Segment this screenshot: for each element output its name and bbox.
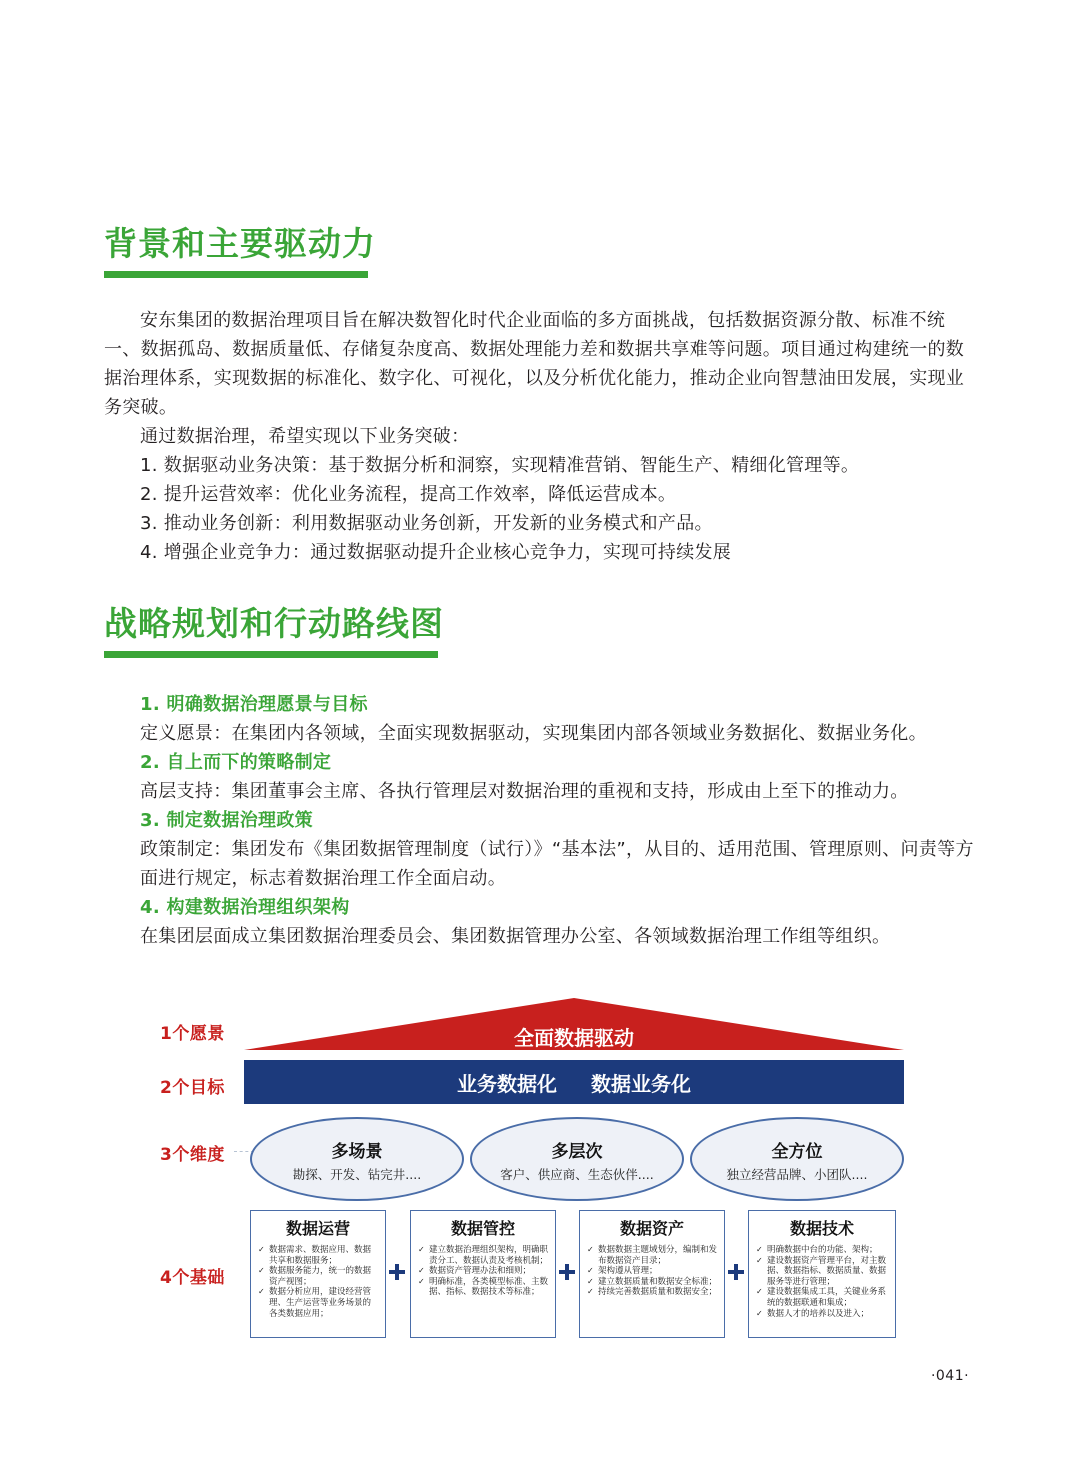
- foundation-item: ✓ 建设数据资产管理平台，对主数据、数据指标、数据质量、数据服务等进行管理；: [767, 1256, 889, 1288]
- label-goals: 2个目标: [160, 1078, 225, 1098]
- breakthrough-lead: 通过数据治理，希望实现以下业务突破：: [140, 426, 470, 447]
- foundation-title: 数据管控: [450, 1219, 515, 1238]
- foundation-title: 数据运营: [285, 1219, 350, 1238]
- step-text: 政策制定：集团发布《集团数据管理制度（试行）》“基本法”，从目的、适用范围、管理原则、问责等方面进行规定，标志着数据治理工作全面启动。: [140, 839, 974, 889]
- intro-paragraph: 安东集团的数据治理项目旨在解决数智化时代企业面临的多方面挑战，包括数据资源分散、标准不统一、数据孤岛、数据质量低、存储复杂度高、数据处理能力差和数据共享难等问题。项目通过构建统一的数据治理体系，实现数据的标准化、数字化、可视化，以及分析优化能力，推动企业向智慧油田发展，实现业务突破。: [104, 310, 965, 418]
- foundation-list: [580, 1245, 724, 1298]
- foundation-item: ✓ 数据分析应用，建设经营管理、生产运营等业务场景的各类数据应用；: [269, 1287, 379, 1319]
- foundation-item: ✓ 架构遵从管理；: [598, 1266, 718, 1277]
- foundation-item: ✓ 数据人才的培养以及进入；: [767, 1309, 889, 1320]
- foundation-item: ✓ 数据服务能力，统一的数据资产视图；: [269, 1266, 379, 1287]
- foundation-title: 数据资产: [619, 1219, 684, 1238]
- foundation-item: ✓ 建立数据治理组织架构，明确职责分工、数据认责及考核机制；: [429, 1245, 549, 1266]
- section-title-underline: [104, 271, 368, 278]
- dimension-title: 多层次: [551, 1142, 603, 1162]
- breakthrough-item: 2. 提升运营效率：优化业务流程，提高工作效率，降低运营成本。: [140, 484, 677, 505]
- step-text: 定义愿景：在集团内各领域，全面实现数据驱动，实现集团内部各领域业务数据化、数据业务化。: [140, 723, 927, 744]
- foundation-item: ✓ 持续完善数据质量和数据安全；: [598, 1287, 718, 1298]
- breakthrough-item: 1. 数据驱动业务决策：基于数据分析和洞察，实现精准营销、智能生产、精细化管理等。: [140, 455, 860, 476]
- dimension-ellipse: [250, 1117, 464, 1201]
- plus-icon: [728, 1264, 744, 1280]
- step-heading: 4. 构建数据治理组织架构: [140, 897, 350, 918]
- section-background-body: [104, 306, 978, 567]
- goals-bar: [244, 1060, 904, 1104]
- goal-item: 业务数据化: [457, 1071, 557, 1096]
- foundation-item: ✓ 建立数据质量和数据安全标准；: [598, 1277, 718, 1288]
- foundation-box-technology: [748, 1210, 896, 1338]
- step-heading: 1. 明确数据治理愿景与目标: [140, 694, 368, 715]
- step-heading: 3. 制定数据治理政策: [140, 810, 313, 831]
- label-dimensions: 3个维度: [160, 1145, 225, 1165]
- breakthrough-item: 3. 推动业务创新：利用数据驱动业务创新，开发新的业务模式和产品。: [140, 513, 713, 534]
- section-title-background: 背景和主要驱动力: [104, 224, 376, 263]
- foundation-item: ✓ 建设数据集成工具，关键业务系统的数据联通和集成；: [767, 1287, 889, 1308]
- step-heading: 2. 自上而下的策略制定: [140, 752, 332, 773]
- dimension-title: 多场景: [331, 1142, 383, 1162]
- foundation-item: ✓ 数据资产管理办法和细则；: [429, 1266, 549, 1277]
- goal-item: 数据业务化: [591, 1071, 691, 1096]
- foundation-list: [251, 1245, 385, 1319]
- plus-icon: [389, 1264, 405, 1280]
- section-title-strategy: 战略规划和行动路线图: [104, 604, 444, 643]
- foundation-title: 数据技术: [789, 1219, 854, 1238]
- dimension-subtitle: 客户、供应商、生态伙伴....: [500, 1167, 654, 1182]
- label-vision: 1个愿景: [160, 1024, 225, 1044]
- breakthrough-item: 4. 增强企业竞争力：通过数据驱动提升企业核心竞争力，实现可持续发展: [140, 542, 732, 563]
- foundation-box-control: [410, 1210, 556, 1338]
- vision-text: 全面数据驱动: [514, 1026, 634, 1050]
- section-strategy-body: [104, 690, 978, 951]
- foundation-item: ✓ 明确数据中台的功能、架构；: [767, 1245, 889, 1256]
- plus-icon: [559, 1264, 575, 1280]
- step-text: 在集团层面成立集团数据治理委员会、集团数据管理办公室、各领域数据治理工作组等组织。: [140, 926, 891, 947]
- section-title-underline: [104, 651, 438, 658]
- dimension-title: 全方位: [771, 1142, 823, 1162]
- page-number: ·041·: [930, 1368, 970, 1384]
- dimension-ellipse: [690, 1117, 904, 1201]
- foundation-list: [411, 1245, 555, 1298]
- dimension-subtitle: 勘探、开发、钻完井....: [292, 1167, 422, 1182]
- foundation-box-operations: [250, 1210, 386, 1338]
- label-foundations: 4个基础: [160, 1268, 225, 1288]
- step-text: 高层支持：集团董事会主席、各执行管理层对数据治理的重视和支持，形成由上至下的推动力。: [140, 781, 909, 802]
- foundation-item: ✓ 数据数据主题域划分，编制和发布数据资产目录；: [598, 1245, 718, 1266]
- dimension-ellipse: [470, 1117, 684, 1201]
- foundation-box-assets: [579, 1210, 725, 1338]
- foundation-list: [749, 1245, 895, 1319]
- dimension-subtitle: 独立经营品牌、小团队....: [726, 1167, 868, 1182]
- foundation-item: ✓ 数据需求、数据应用、数据共享和数据服务；: [269, 1245, 379, 1266]
- foundation-item: ✓ 明确标准，各类模型标准、主数据、指标、数据技术等标准；: [429, 1277, 549, 1298]
